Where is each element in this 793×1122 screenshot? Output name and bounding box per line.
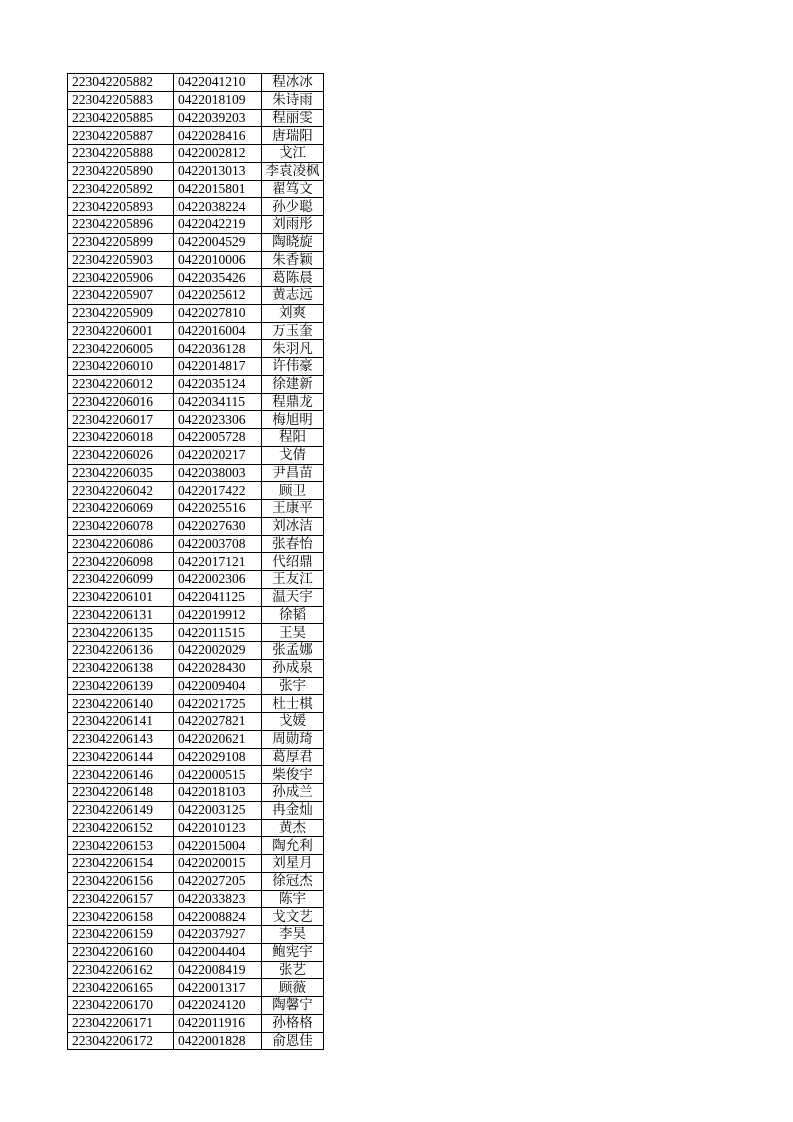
student-id-cell: 0422011515 [174, 624, 262, 642]
student-id-cell: 0422025612 [174, 287, 262, 305]
student-name-cell: 程鼎龙 [262, 393, 324, 411]
student-id-cell: 0422018109 [174, 91, 262, 109]
registration-number-cell: 223042206143 [68, 730, 174, 748]
student-id-cell: 0422003708 [174, 535, 262, 553]
registration-number-cell: 223042206146 [68, 766, 174, 784]
student-id-cell: 0422041125 [174, 588, 262, 606]
student-id-cell: 0422017422 [174, 482, 262, 500]
student-id-cell: 0422023306 [174, 411, 262, 429]
student-name-cell: 杜士棋 [262, 695, 324, 713]
table-row [68, 109, 324, 127]
table-row [68, 695, 324, 713]
student-name-cell: 李袁凌枫 [262, 162, 324, 180]
student-id-cell: 0422025516 [174, 500, 262, 518]
student-id-cell: 0422015801 [174, 180, 262, 198]
student-name-cell: 翟笃文 [262, 180, 324, 198]
table-row [68, 624, 324, 642]
registration-number-cell: 223042206069 [68, 500, 174, 518]
registration-number-cell: 223042205890 [68, 162, 174, 180]
registration-number-cell: 223042206005 [68, 340, 174, 358]
table-row [68, 375, 324, 393]
student-id-cell: 0422005728 [174, 429, 262, 447]
registration-number-cell: 223042206170 [68, 997, 174, 1015]
student-name-cell: 柴俊宇 [262, 766, 324, 784]
registration-number-cell: 223042206135 [68, 624, 174, 642]
student-name-cell: 孙格格 [262, 1014, 324, 1032]
student-id-cell: 0422000515 [174, 766, 262, 784]
registration-number-cell: 223042206010 [68, 358, 174, 376]
student-table-body [68, 74, 324, 1050]
student-name-cell: 戈倩 [262, 446, 324, 464]
student-id-cell: 0422004529 [174, 233, 262, 251]
student-id-cell: 0422042219 [174, 216, 262, 234]
student-id-cell: 0422003125 [174, 801, 262, 819]
table-row [68, 233, 324, 251]
student-name-cell: 许伟豪 [262, 358, 324, 376]
student-name-cell: 陶馨宁 [262, 997, 324, 1015]
registration-number-cell: 223042206101 [68, 588, 174, 606]
student-id-cell: 0422034115 [174, 393, 262, 411]
registration-number-cell: 223042206138 [68, 659, 174, 677]
student-id-cell: 0422020621 [174, 730, 262, 748]
student-name-cell: 温天宇 [262, 588, 324, 606]
table-row [68, 198, 324, 216]
student-id-cell: 0422008419 [174, 961, 262, 979]
table-row [68, 162, 324, 180]
student-id-cell: 0422033823 [174, 890, 262, 908]
table-row [68, 801, 324, 819]
registration-number-cell: 223042206171 [68, 1014, 174, 1032]
table-row [68, 446, 324, 464]
registration-number-cell: 223042206131 [68, 606, 174, 624]
student-name-cell: 徐建新 [262, 375, 324, 393]
student-id-cell: 0422020015 [174, 855, 262, 873]
registration-number-cell: 223042205899 [68, 233, 174, 251]
student-name-cell: 刘冰洁 [262, 517, 324, 535]
student-name-cell: 张宇 [262, 677, 324, 695]
student-id-cell: 0422009404 [174, 677, 262, 695]
registration-number-cell: 223042205906 [68, 269, 174, 287]
registration-number-cell: 223042206153 [68, 837, 174, 855]
table-row [68, 926, 324, 944]
student-name-cell: 刘爽 [262, 304, 324, 322]
student-table [67, 73, 324, 1050]
student-id-cell: 0422024120 [174, 997, 262, 1015]
table-row [68, 730, 324, 748]
student-name-cell: 程丽雯 [262, 109, 324, 127]
student-name-cell: 黄杰 [262, 819, 324, 837]
table-row [68, 517, 324, 535]
student-id-cell: 0422011916 [174, 1014, 262, 1032]
table-row [68, 606, 324, 624]
table-row [68, 748, 324, 766]
registration-number-cell: 223042206098 [68, 553, 174, 571]
student-name-cell: 张艺 [262, 961, 324, 979]
student-name-cell: 张春怡 [262, 535, 324, 553]
table-row [68, 979, 324, 997]
student-name-cell: 孙成泉 [262, 659, 324, 677]
table-row [68, 429, 324, 447]
table-row [68, 145, 324, 163]
registration-number-cell: 223042205907 [68, 287, 174, 305]
student-id-cell: 0422001828 [174, 1032, 262, 1050]
table-row [68, 997, 324, 1015]
table-row [68, 251, 324, 269]
student-name-cell: 梅旭明 [262, 411, 324, 429]
table-row [68, 216, 324, 234]
registration-number-cell: 223042206086 [68, 535, 174, 553]
registration-number-cell: 223042205909 [68, 304, 174, 322]
student-name-cell: 朱香颖 [262, 251, 324, 269]
table-row [68, 127, 324, 145]
table-row [68, 393, 324, 411]
registration-number-cell: 223042205892 [68, 180, 174, 198]
student-id-cell: 0422015004 [174, 837, 262, 855]
student-id-cell: 0422036128 [174, 340, 262, 358]
student-id-cell: 0422027630 [174, 517, 262, 535]
student-name-cell: 徐韬 [262, 606, 324, 624]
student-name-cell: 陶允利 [262, 837, 324, 855]
registration-number-cell: 223042205893 [68, 198, 174, 216]
table-row [68, 961, 324, 979]
student-name-cell: 葛厚君 [262, 748, 324, 766]
registration-number-cell: 223042205885 [68, 109, 174, 127]
student-id-cell: 0422004404 [174, 943, 262, 961]
student-id-cell: 0422002029 [174, 642, 262, 660]
student-name-cell: 顾薇 [262, 979, 324, 997]
student-name-cell: 陈宇 [262, 890, 324, 908]
student-name-cell: 朱羽凡 [262, 340, 324, 358]
student-id-cell: 0422010006 [174, 251, 262, 269]
registration-number-cell: 223042205903 [68, 251, 174, 269]
student-id-cell: 0422041210 [174, 74, 262, 92]
student-id-cell: 0422039203 [174, 109, 262, 127]
table-row [68, 91, 324, 109]
student-name-cell: 徐冠杰 [262, 872, 324, 890]
student-name-cell: 戈媛 [262, 713, 324, 731]
table-row [68, 411, 324, 429]
registration-number-cell: 223042206148 [68, 784, 174, 802]
table-row [68, 642, 324, 660]
student-id-cell: 0422035426 [174, 269, 262, 287]
table-row [68, 358, 324, 376]
table-row [68, 890, 324, 908]
registration-number-cell: 223042206165 [68, 979, 174, 997]
registration-number-cell: 223042205882 [68, 74, 174, 92]
student-name-cell: 王昊 [262, 624, 324, 642]
registration-number-cell: 223042206158 [68, 908, 174, 926]
student-id-cell: 0422014817 [174, 358, 262, 376]
student-id-cell: 0422018103 [174, 784, 262, 802]
registration-number-cell: 223042205888 [68, 145, 174, 163]
registration-number-cell: 223042206149 [68, 801, 174, 819]
registration-number-cell: 223042206144 [68, 748, 174, 766]
registration-number-cell: 223042206154 [68, 855, 174, 873]
student-id-cell: 0422037927 [174, 926, 262, 944]
registration-number-cell: 223042206017 [68, 411, 174, 429]
table-row [68, 287, 324, 305]
student-id-cell: 0422035124 [174, 375, 262, 393]
student-name-cell: 葛陈晨 [262, 269, 324, 287]
table-row [68, 500, 324, 518]
registration-number-cell: 223042206026 [68, 446, 174, 464]
registration-number-cell: 223042206012 [68, 375, 174, 393]
student-name-cell: 刘星月 [262, 855, 324, 873]
student-name-cell: 李昊 [262, 926, 324, 944]
registration-number-cell: 223042206160 [68, 943, 174, 961]
table-row [68, 819, 324, 837]
table-row [68, 855, 324, 873]
registration-number-cell: 223042206136 [68, 642, 174, 660]
student-id-cell: 0422002306 [174, 571, 262, 589]
student-id-cell: 0422019912 [174, 606, 262, 624]
table-row [68, 482, 324, 500]
table-row [68, 180, 324, 198]
registration-number-cell: 223042206141 [68, 713, 174, 731]
registration-number-cell: 223042206016 [68, 393, 174, 411]
table-row [68, 1014, 324, 1032]
registration-number-cell: 223042206156 [68, 872, 174, 890]
student-id-cell: 0422027821 [174, 713, 262, 731]
table-row [68, 304, 324, 322]
student-id-cell: 0422038003 [174, 464, 262, 482]
student-name-cell: 戈江 [262, 145, 324, 163]
registration-number-cell: 223042206162 [68, 961, 174, 979]
table-row [68, 837, 324, 855]
table-row [68, 571, 324, 589]
registration-number-cell: 223042206140 [68, 695, 174, 713]
student-name-cell: 黄志远 [262, 287, 324, 305]
table-row [68, 713, 324, 731]
table-row [68, 784, 324, 802]
registration-number-cell: 223042206152 [68, 819, 174, 837]
table-row [68, 659, 324, 677]
registration-number-cell: 223042206172 [68, 1032, 174, 1050]
table-row [68, 340, 324, 358]
student-name-cell: 孙少聪 [262, 198, 324, 216]
student-name-cell: 代绍鼎 [262, 553, 324, 571]
student-id-cell: 0422016004 [174, 322, 262, 340]
student-id-cell: 0422020217 [174, 446, 262, 464]
table-row [68, 943, 324, 961]
table-row [68, 872, 324, 890]
student-name-cell: 程阳 [262, 429, 324, 447]
student-name-cell: 戈文艺 [262, 908, 324, 926]
student-id-cell: 0422017121 [174, 553, 262, 571]
student-id-cell: 0422021725 [174, 695, 262, 713]
table-row [68, 553, 324, 571]
table-row [68, 269, 324, 287]
student-id-cell: 0422008824 [174, 908, 262, 926]
table-row [68, 322, 324, 340]
table-row [68, 74, 324, 92]
student-id-cell: 0422027810 [174, 304, 262, 322]
student-name-cell: 王康平 [262, 500, 324, 518]
student-id-cell: 0422013013 [174, 162, 262, 180]
registration-number-cell: 223042206018 [68, 429, 174, 447]
student-id-cell: 0422028416 [174, 127, 262, 145]
student-id-cell: 0422028430 [174, 659, 262, 677]
registration-number-cell: 223042205887 [68, 127, 174, 145]
student-name-cell: 俞恩佳 [262, 1032, 324, 1050]
table-row [68, 1032, 324, 1050]
student-name-cell: 王友江 [262, 571, 324, 589]
registration-number-cell: 223042205896 [68, 216, 174, 234]
table-row [68, 535, 324, 553]
registration-number-cell: 223042206159 [68, 926, 174, 944]
registration-number-cell: 223042206035 [68, 464, 174, 482]
table-row [68, 588, 324, 606]
student-name-cell: 陶晓旋 [262, 233, 324, 251]
student-name-cell: 孙成兰 [262, 784, 324, 802]
table-row [68, 464, 324, 482]
student-name-cell: 朱诗雨 [262, 91, 324, 109]
student-id-cell: 0422027205 [174, 872, 262, 890]
student-name-cell: 刘雨彤 [262, 216, 324, 234]
student-name-cell: 冉金灿 [262, 801, 324, 819]
student-id-cell: 0422002812 [174, 145, 262, 163]
student-name-cell: 尹昌苗 [262, 464, 324, 482]
table-row [68, 766, 324, 784]
student-name-cell: 顾卫 [262, 482, 324, 500]
student-name-cell: 程冰冰 [262, 74, 324, 92]
registration-number-cell: 223042206001 [68, 322, 174, 340]
student-name-cell: 张孟娜 [262, 642, 324, 660]
student-id-cell: 0422038224 [174, 198, 262, 216]
registration-number-cell: 223042205883 [68, 91, 174, 109]
registration-number-cell: 223042206157 [68, 890, 174, 908]
student-name-cell: 周勋琦 [262, 730, 324, 748]
registration-number-cell: 223042206042 [68, 482, 174, 500]
student-id-cell: 0422001317 [174, 979, 262, 997]
registration-number-cell: 223042206078 [68, 517, 174, 535]
student-id-cell: 0422029108 [174, 748, 262, 766]
student-name-cell: 万玉奎 [262, 322, 324, 340]
registration-number-cell: 223042206139 [68, 677, 174, 695]
student-name-cell: 鲍宪宇 [262, 943, 324, 961]
table-row [68, 908, 324, 926]
registration-number-cell: 223042206099 [68, 571, 174, 589]
table-row [68, 677, 324, 695]
student-id-cell: 0422010123 [174, 819, 262, 837]
student-name-cell: 唐瑞阳 [262, 127, 324, 145]
